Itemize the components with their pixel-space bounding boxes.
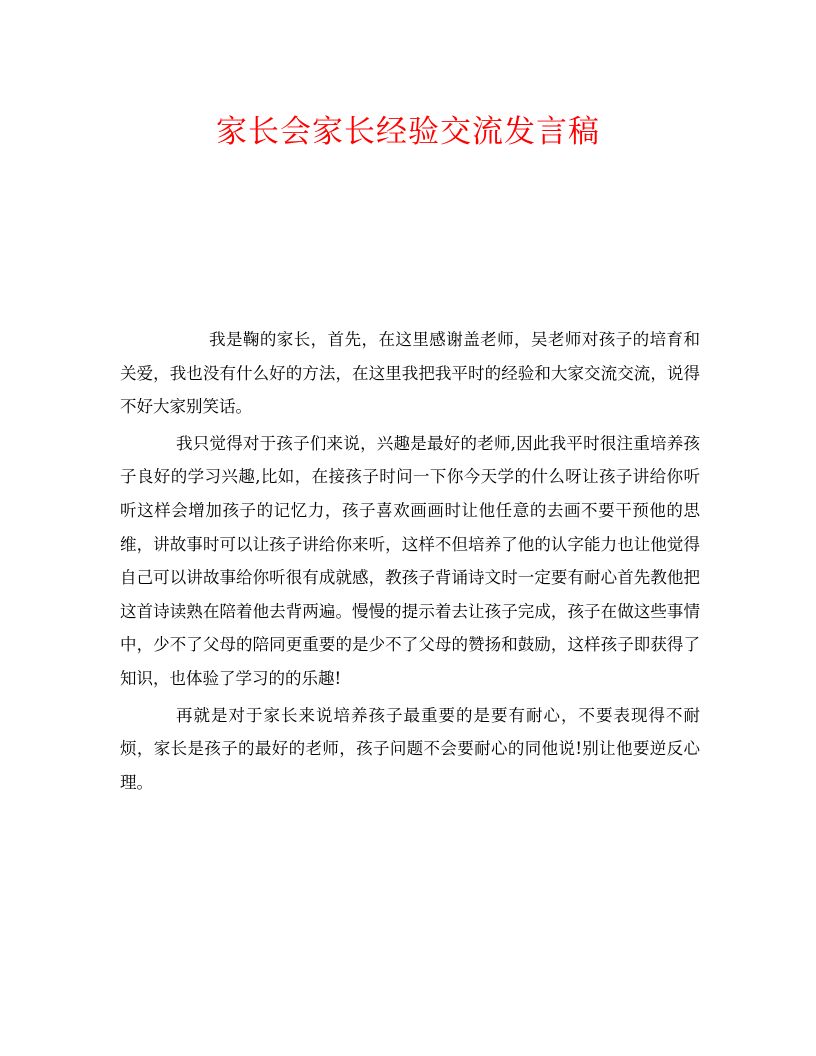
document-body xyxy=(120,323,700,802)
document-title: 家长会家长经验交流发言稿 xyxy=(216,114,600,150)
paragraph-2: 我只觉得对于孩子们来说，兴趣是最好的老师,因此我平时很注重培养孩子良好的学习兴趣,比如，在接孩子时问一下你今天学的什么呀让孩子讲给你听听这样会增加孩子的记忆力，孩子喜欢画画时让他任意的去画不要干预他的思维，讲故事时可以让孩子讲给你来听，这样不但培养了他的认字能力也让他觉得自己可以讲故事给你听很有成就感，教孩子背诵诗文时一定要有耐心首先教他把这首诗读熟在陪着他去背两遍。慢慢的提示着去让孩子完成，孩子在做这些事情中，少不了父母的陪同更重要的是少不了父母的赞扬和鼓励，这样孩子即获得了知识，也体验了学习的的乐趣! xyxy=(120,433,700,688)
paragraph-1: 我是鞠的家长，首先，在这里感谢盖老师，吴老师对孩子的培育和关爱，我也没有什么好的方法，在这里我把我平时的经验和大家交流交流，说得不好大家别笑话。 xyxy=(120,330,700,417)
paragraph-3: 再就是对于家长来说培养孩子最重要的是要有耐心，不要表现得不耐烦，家长是孩子的最好的老师，孩子问题不会要耐心的同他说!别让他要逆反心理。 xyxy=(120,705,700,792)
